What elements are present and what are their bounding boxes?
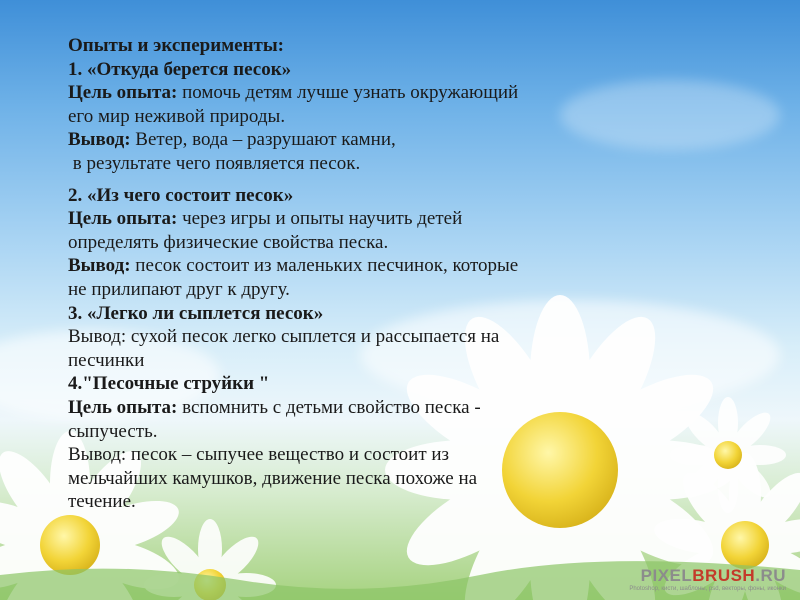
slide-text (68, 34, 628, 514)
conclusion-label: Вывод: (68, 255, 131, 277)
watermark-brand (629, 566, 786, 586)
goal-text: вспомнить с детьми свойство песка - (177, 396, 481, 418)
goal-text: помочь детям лучше узнать окружающий (177, 82, 519, 104)
conclusion-label: Вывод: (68, 129, 131, 151)
experiment-2-goal (68, 207, 628, 231)
goal-text: через игры и опыты научить детей (177, 208, 463, 230)
experiment-1-conclusion (68, 128, 628, 152)
experiment-2-goal-cont: определять физические свойства песка. (68, 231, 389, 253)
experiment-4-conclusion-cont: мельчайших камушков, движение песка похоже на (68, 467, 478, 489)
experiment-2-conclusion (68, 254, 628, 278)
experiment-3-conclusion-cont: песчинки (68, 349, 145, 371)
experiment-4-conclusion: Вывод: песок – сыпучее вещество и состоит из (68, 444, 450, 466)
goal-label: Цель опыта: (68, 396, 178, 418)
goal-label: Цель опыта: (68, 208, 178, 230)
experiment-3-title: 3. «Легко ли сыплется песок» (68, 302, 324, 324)
watermark-tagline: Photoshop, кисти, шаблоны, psd, векторы, фоны, иконки (629, 586, 786, 592)
experiment-4-conclusion-end: течение. (68, 491, 136, 513)
experiment-4-goal (68, 396, 628, 420)
experiment-1-goal-cont: его мир неживой природы. (68, 105, 286, 127)
experiment-2-conclusion-cont: не прилипают друг к другу. (68, 278, 290, 300)
experiment-4-goal-cont: сыпучесть. (68, 420, 158, 442)
daisy-icon (670, 397, 786, 513)
experiment-4-title: 4."Песочные струйки " (68, 373, 270, 395)
watermark-brand-accent: BRUSH (692, 566, 756, 585)
experiment-1-title: 1. «Откуда берется песок» (68, 58, 292, 80)
section-gap (68, 176, 628, 184)
goal-label: Цель опыта: (68, 82, 178, 104)
experiment-1-conclusion-cont: в результате чего появляется песок. (68, 152, 361, 174)
experiment-1-goal (68, 81, 628, 105)
conclusion-text: Ветер, вода – разрушают камни, (130, 129, 396, 151)
watermark-brand-suffix: .RU (755, 566, 786, 585)
experiment-3-conclusion: Вывод: сухой песок легко сыплется и рассыпается на (68, 326, 500, 348)
watermark-brand-part: PIXEL (640, 566, 693, 585)
conclusion-text: песок состоит из маленьких песчинок, которые (130, 255, 519, 277)
heading: Опыты и эксперименты: (68, 35, 285, 56)
experiment-2-title: 2. «Из чего состоит песок» (68, 184, 294, 206)
watermark-logo (629, 566, 786, 592)
